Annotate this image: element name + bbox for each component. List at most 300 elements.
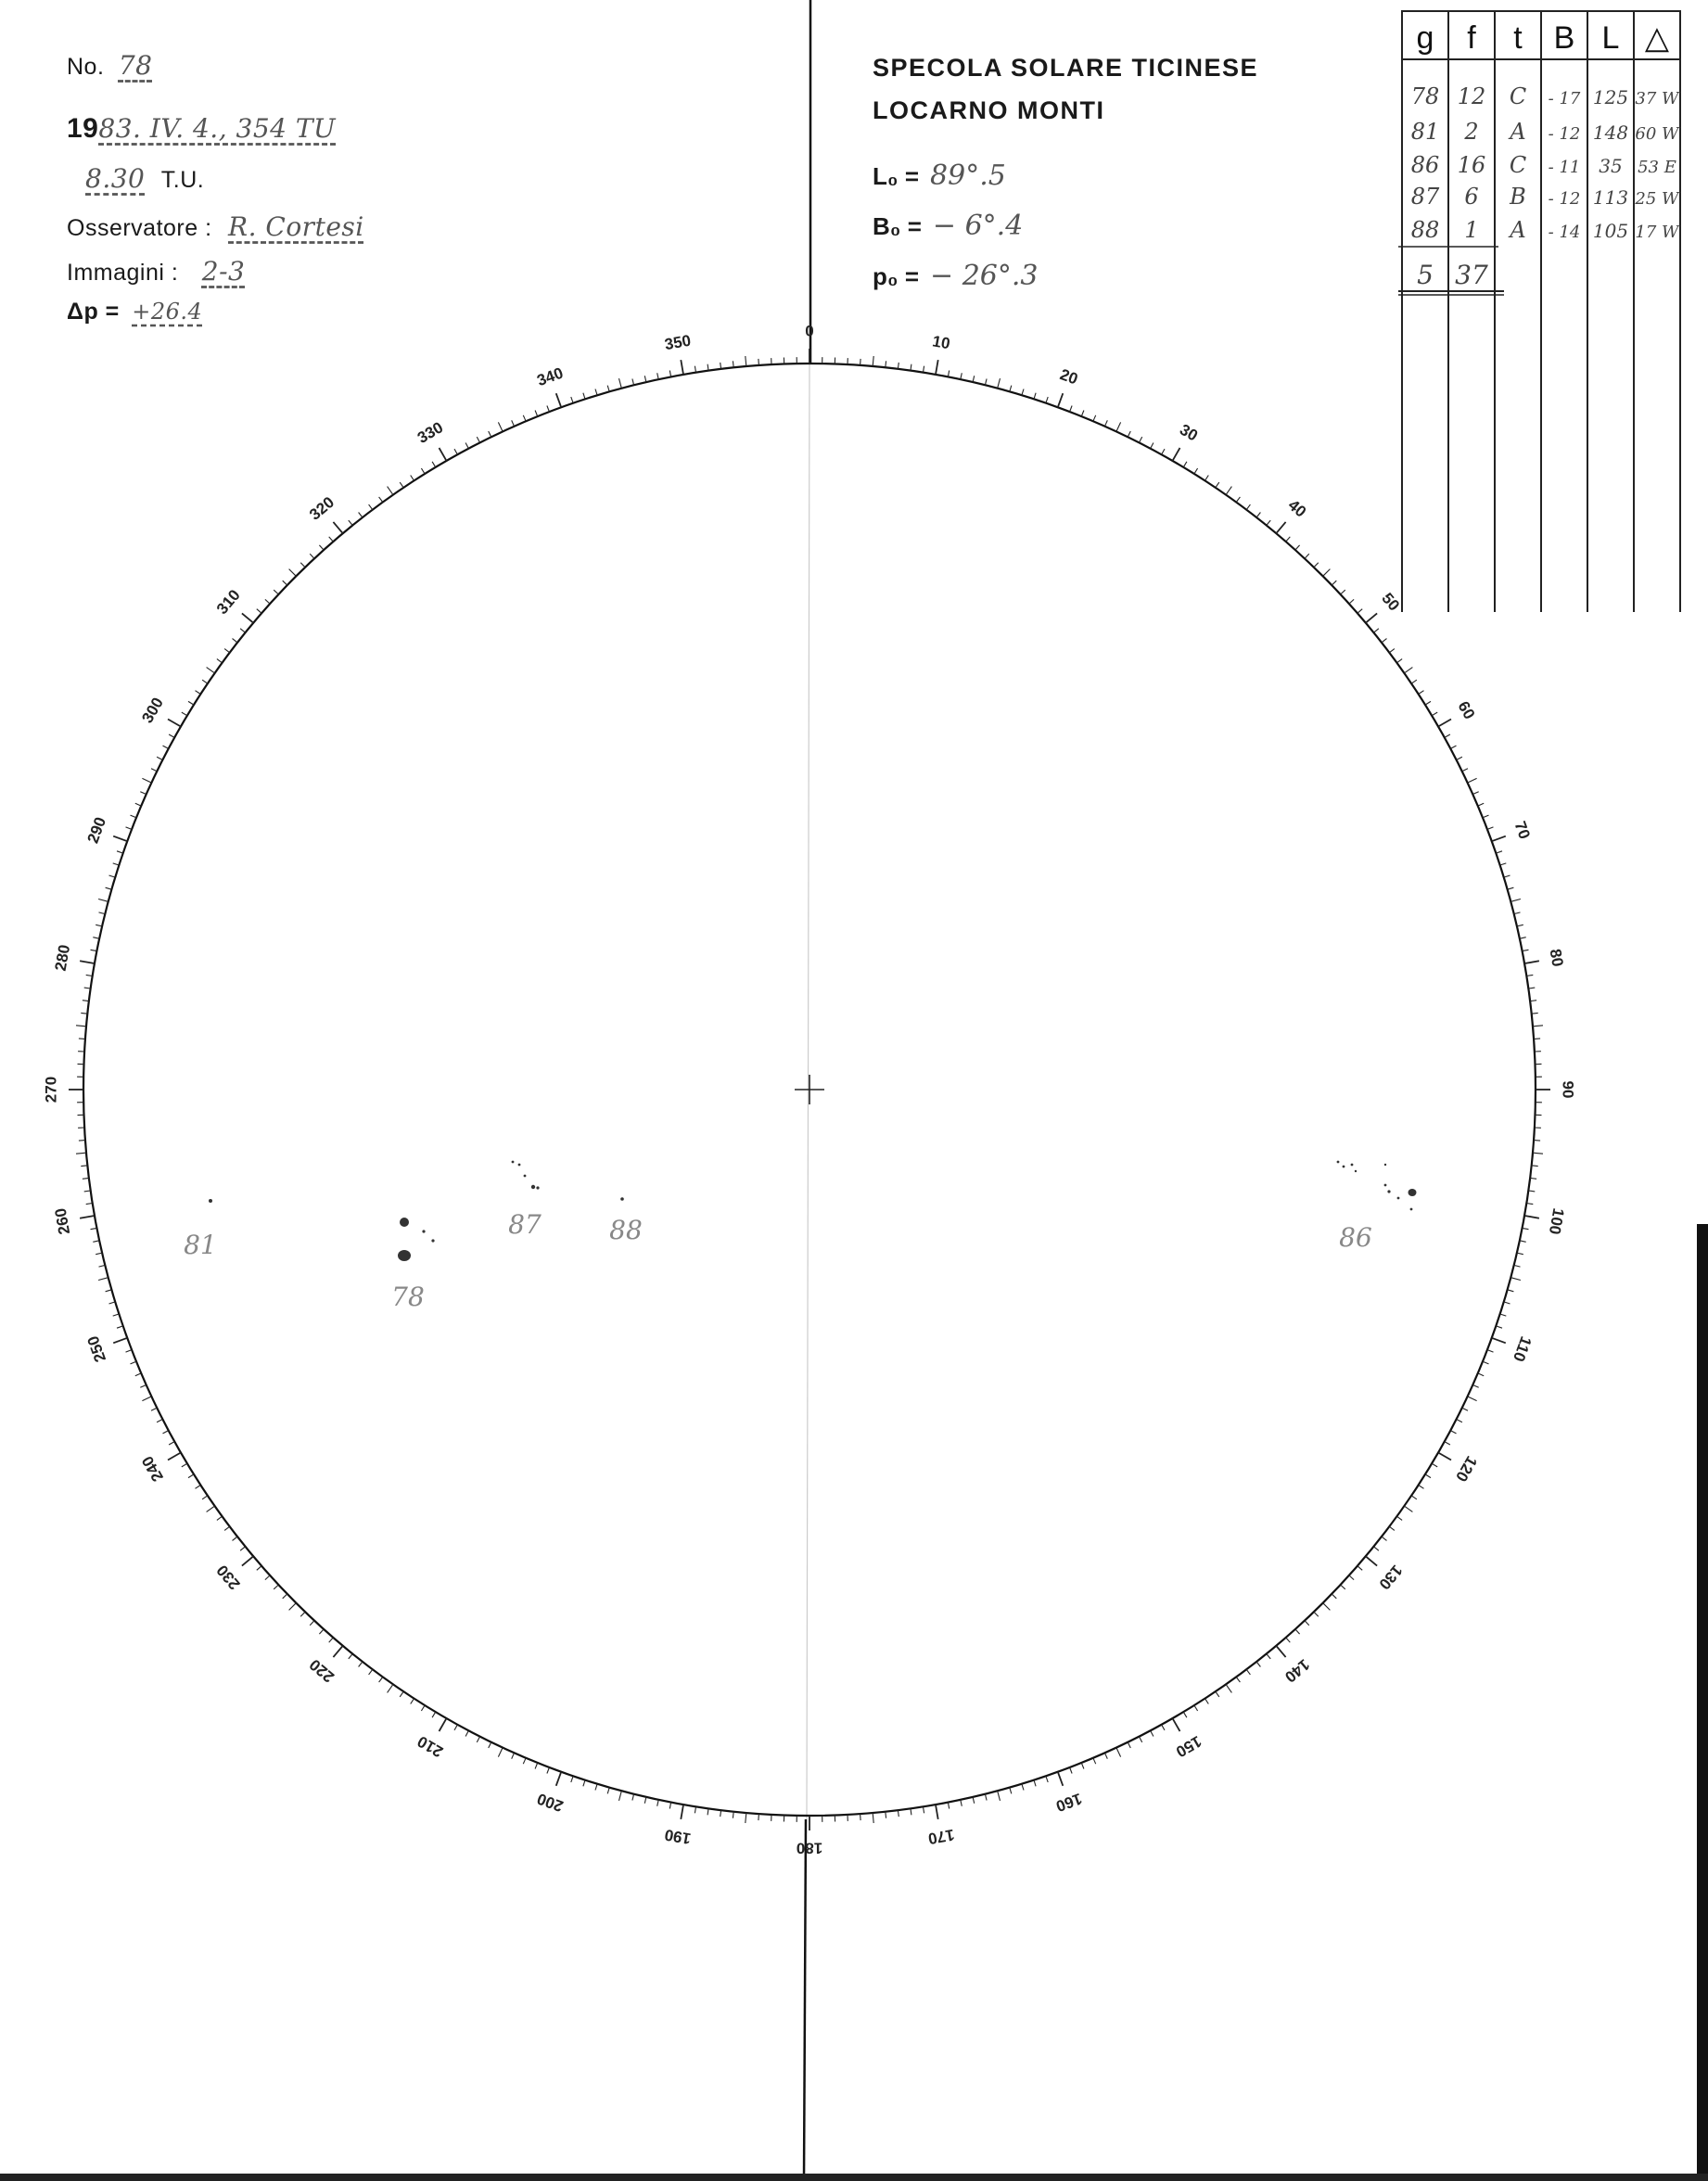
scale-tick bbox=[1357, 1566, 1362, 1571]
scale-tick bbox=[1022, 389, 1024, 396]
scale-tick bbox=[83, 1178, 89, 1179]
cell-delta: 53 E bbox=[1638, 158, 1676, 177]
scale-tick bbox=[109, 875, 116, 877]
scale-label-60: 60 bbox=[1454, 698, 1479, 722]
scale-tick bbox=[188, 1474, 194, 1478]
scale-tick bbox=[454, 449, 457, 454]
cell-b: - 14 bbox=[1548, 223, 1581, 242]
scale-tick bbox=[583, 1780, 585, 1787]
scale-tick bbox=[113, 1338, 127, 1344]
scale-tick bbox=[140, 792, 146, 795]
scale-tick bbox=[1425, 1474, 1431, 1478]
cell-b: - 17 bbox=[1548, 89, 1581, 108]
scale-tick bbox=[289, 1603, 297, 1611]
scale-tick bbox=[217, 659, 223, 663]
scale-tick bbox=[1128, 1742, 1130, 1748]
header-b: B bbox=[1553, 20, 1575, 56]
scale-tick bbox=[1508, 887, 1514, 889]
scale-tick bbox=[669, 1803, 670, 1809]
scale-tick bbox=[556, 1772, 562, 1786]
scale-tick bbox=[257, 1566, 261, 1571]
p0-label: p₀ = bbox=[873, 262, 920, 290]
total-spots: 37 bbox=[1455, 260, 1488, 290]
scale-tick bbox=[1295, 1629, 1300, 1634]
scale-tick bbox=[1314, 563, 1319, 568]
scale-tick bbox=[1404, 1506, 1412, 1511]
scale-label-140: 140 bbox=[1281, 1655, 1313, 1687]
scale-tick bbox=[359, 1662, 363, 1667]
cell-f: 6 bbox=[1464, 184, 1479, 210]
scale-tick bbox=[400, 482, 403, 488]
scale-tick bbox=[985, 1794, 987, 1801]
scale-tick bbox=[79, 1141, 85, 1142]
scale-tick bbox=[1478, 1373, 1484, 1376]
scale-tick bbox=[1397, 1516, 1403, 1520]
cell-delta: 25 W bbox=[1635, 189, 1679, 209]
scale-tick bbox=[163, 1431, 169, 1434]
scale-tick bbox=[1236, 1677, 1240, 1683]
scale-tick bbox=[310, 1621, 314, 1626]
scale-tick bbox=[1528, 1191, 1535, 1192]
scale-tick bbox=[224, 649, 230, 653]
scale-tick bbox=[274, 590, 278, 594]
scale-tick bbox=[1236, 497, 1240, 503]
scale-tick bbox=[182, 1463, 187, 1467]
scale-tick bbox=[99, 1265, 106, 1267]
scale-tick bbox=[113, 1314, 120, 1316]
scale-tick bbox=[1183, 1712, 1187, 1717]
scale-tick bbox=[1010, 386, 1012, 392]
scale-tick bbox=[1524, 961, 1539, 963]
scale-tick bbox=[440, 1718, 447, 1731]
scale-tick bbox=[489, 431, 491, 437]
cell-f: 12 bbox=[1457, 83, 1486, 109]
scale-tick bbox=[379, 1677, 383, 1683]
cell-l: 113 bbox=[1592, 186, 1629, 209]
scale-tick bbox=[379, 497, 383, 503]
table-body bbox=[1411, 83, 1680, 290]
scale-tick bbox=[265, 1575, 270, 1580]
scale-tick bbox=[1438, 720, 1451, 727]
scale-tick bbox=[681, 1805, 683, 1819]
scale-tick bbox=[1526, 975, 1533, 976]
scale-tick bbox=[1162, 449, 1165, 454]
scale-tick bbox=[1411, 680, 1417, 683]
cell-t: C bbox=[1509, 83, 1527, 109]
delta-p-label: Δp = bbox=[67, 299, 120, 325]
scale-tick bbox=[523, 415, 526, 421]
group-label-86: 86 bbox=[1339, 1222, 1372, 1253]
scale-tick bbox=[1366, 1556, 1377, 1565]
scale-label-0: 0 bbox=[805, 322, 814, 340]
group-label-88: 88 bbox=[609, 1215, 643, 1245]
cell-l: 125 bbox=[1592, 86, 1629, 108]
scale-tick bbox=[80, 1216, 95, 1218]
scale-tick bbox=[131, 815, 137, 818]
scale-tick bbox=[1514, 912, 1521, 914]
scale-tick bbox=[1093, 1758, 1096, 1764]
scale-tick bbox=[1517, 925, 1523, 926]
scale-tick bbox=[224, 1526, 230, 1530]
scale-tick bbox=[1058, 1772, 1064, 1786]
scale-tick bbox=[1194, 1705, 1198, 1711]
observatory-location: LOCARNO MONTI bbox=[873, 96, 1105, 124]
scale-label-100: 100 bbox=[1545, 1206, 1568, 1236]
scale-tick bbox=[1487, 1350, 1494, 1353]
scale-tick bbox=[477, 437, 479, 442]
scale-tick bbox=[319, 545, 324, 550]
scale-tick bbox=[411, 476, 414, 481]
scale-tick bbox=[1508, 1290, 1514, 1292]
scale-tick bbox=[1532, 1166, 1538, 1167]
scale-tick bbox=[369, 504, 373, 510]
group-label-87: 87 bbox=[508, 1209, 542, 1240]
scale-tick bbox=[985, 379, 987, 386]
scale-tick bbox=[1010, 1788, 1012, 1794]
scale-label-150: 150 bbox=[1172, 1732, 1205, 1761]
scale-tick bbox=[1081, 411, 1084, 417]
cell-g: 86 bbox=[1410, 152, 1440, 178]
scale-tick bbox=[523, 1758, 526, 1764]
scale-tick bbox=[1374, 1547, 1379, 1550]
scale-tick bbox=[421, 468, 425, 474]
scale-tick bbox=[1492, 836, 1506, 842]
scale-tick bbox=[1116, 1748, 1121, 1757]
scale-tick bbox=[1246, 504, 1250, 510]
table-totals-row bbox=[1417, 260, 1488, 290]
scale-tick bbox=[1450, 1431, 1456, 1434]
observer-label: Osservatore : bbox=[67, 215, 212, 241]
scale-label-240: 240 bbox=[138, 1452, 167, 1486]
scale-tick bbox=[1389, 1526, 1395, 1530]
scale-tick bbox=[454, 1725, 457, 1730]
scale-label-90: 90 bbox=[1559, 1080, 1577, 1099]
scale-tick bbox=[1286, 1638, 1291, 1642]
scale-label-280: 280 bbox=[51, 943, 74, 973]
scale-label-70: 70 bbox=[1510, 819, 1534, 842]
scale-tick bbox=[1425, 701, 1431, 705]
l0-label: L₀ = bbox=[873, 162, 920, 190]
cell-t: A bbox=[1510, 217, 1526, 243]
scale-tick bbox=[1510, 1278, 1521, 1281]
scale-tick bbox=[1183, 462, 1187, 467]
scale-tick bbox=[113, 863, 120, 865]
scale-label-80: 80 bbox=[1546, 947, 1567, 968]
scale-tick bbox=[465, 1730, 468, 1736]
scale-tick bbox=[669, 371, 670, 377]
scale-tick bbox=[1462, 1408, 1468, 1410]
scale-tick bbox=[126, 1350, 133, 1353]
scale-tick bbox=[758, 359, 759, 365]
number-label: No. bbox=[67, 54, 105, 80]
scale-label-20: 20 bbox=[1057, 365, 1080, 389]
scale-tick bbox=[283, 580, 287, 585]
scale-tick bbox=[860, 1814, 861, 1820]
scale-tick bbox=[106, 1290, 112, 1292]
scale-tick bbox=[98, 899, 108, 902]
scale-tick bbox=[113, 836, 127, 842]
scale-tick bbox=[411, 1699, 414, 1704]
scale-tick bbox=[329, 1638, 334, 1642]
scale-tick bbox=[169, 734, 174, 737]
scale-tick bbox=[1500, 1314, 1507, 1316]
scale-tick bbox=[489, 1742, 491, 1748]
scale-tick bbox=[1404, 668, 1412, 673]
scale-tick bbox=[860, 359, 861, 365]
scale-tick bbox=[151, 769, 157, 772]
scale-tick bbox=[1216, 1691, 1219, 1697]
scale-tick bbox=[1478, 803, 1484, 806]
scale-tick bbox=[169, 1442, 174, 1445]
scale-tick bbox=[182, 712, 187, 716]
scale-tick bbox=[240, 1547, 245, 1550]
scale-tick bbox=[961, 1800, 962, 1806]
scale-tick bbox=[898, 1810, 899, 1817]
scale-tick bbox=[465, 443, 468, 449]
cell-g: 87 bbox=[1410, 184, 1440, 210]
scale-tick bbox=[1504, 1302, 1510, 1304]
scale-tick bbox=[1419, 1486, 1424, 1489]
scale-tick bbox=[1524, 1216, 1539, 1218]
scale-label-190: 190 bbox=[663, 1825, 693, 1848]
scale-tick bbox=[99, 912, 106, 914]
scale-tick bbox=[1487, 827, 1494, 830]
scale-tick bbox=[1140, 1737, 1142, 1742]
scale-tick bbox=[998, 1791, 1001, 1801]
scale-tick bbox=[1411, 1496, 1417, 1499]
scale-tick bbox=[106, 887, 112, 889]
scale-label-350: 350 bbox=[663, 331, 693, 354]
scale-tick bbox=[571, 1776, 573, 1782]
scale-label-270: 270 bbox=[42, 1076, 60, 1103]
scale-tick bbox=[1323, 1603, 1331, 1611]
scale-tick bbox=[535, 1763, 538, 1769]
scale-tick bbox=[329, 537, 334, 542]
scan-edge-right bbox=[1697, 1224, 1708, 2181]
scale-tick bbox=[681, 360, 683, 375]
scale-tick bbox=[1496, 1326, 1502, 1328]
scale-tick bbox=[1173, 1718, 1180, 1731]
scale-tick bbox=[300, 1612, 305, 1616]
scale-tick bbox=[1226, 487, 1231, 495]
scale-label-200: 200 bbox=[534, 1789, 566, 1816]
scale-tick bbox=[1140, 437, 1142, 442]
cell-l: 148 bbox=[1592, 121, 1629, 144]
scale-tick bbox=[242, 613, 253, 622]
cell-t: B bbox=[1510, 184, 1526, 210]
sunspot-group-78 bbox=[398, 1218, 435, 1261]
scale-tick bbox=[1457, 1420, 1462, 1422]
scale-tick bbox=[1341, 590, 1345, 594]
scale-label-210: 210 bbox=[414, 1732, 447, 1761]
scale-tick bbox=[257, 609, 261, 614]
scale-tick bbox=[1496, 851, 1502, 853]
scale-tick bbox=[1468, 778, 1477, 783]
scale-tick bbox=[1070, 406, 1073, 413]
scale-tick bbox=[498, 422, 503, 431]
scale-tick bbox=[1205, 1699, 1209, 1704]
scale-label-310: 310 bbox=[212, 586, 244, 619]
year-prefix: 19 bbox=[67, 113, 99, 144]
scale-tick bbox=[207, 668, 215, 673]
scale-tick bbox=[289, 569, 297, 577]
scale-tick bbox=[1397, 659, 1403, 663]
scale-tick bbox=[81, 1166, 87, 1167]
scan-edge-bottom bbox=[0, 2174, 1708, 2181]
scale-tick bbox=[1323, 569, 1331, 577]
scale-tick bbox=[1267, 520, 1270, 525]
scale-tick bbox=[1046, 397, 1048, 403]
scale-tick bbox=[168, 1453, 181, 1460]
scale-tick bbox=[498, 1748, 503, 1757]
scale-tick bbox=[96, 1253, 102, 1255]
scale-tick bbox=[619, 1791, 622, 1801]
scale-label-30: 30 bbox=[1177, 420, 1201, 445]
scale-tick bbox=[310, 554, 314, 558]
scale-tick bbox=[369, 1669, 373, 1675]
scale-tick bbox=[1226, 1684, 1231, 1692]
scale-tick bbox=[948, 1803, 949, 1809]
cell-f: 1 bbox=[1464, 217, 1479, 243]
scale-tick bbox=[1357, 609, 1362, 614]
scale-tick bbox=[1483, 1361, 1489, 1364]
scale-tick bbox=[80, 961, 95, 963]
scale-tick bbox=[1256, 513, 1260, 518]
scale-tick bbox=[1081, 1763, 1084, 1769]
scale-tick bbox=[151, 1408, 157, 1410]
scale-tick bbox=[1105, 420, 1108, 426]
scale-tick bbox=[1533, 1153, 1543, 1154]
scale-tick bbox=[432, 1712, 436, 1717]
scale-tick bbox=[96, 925, 102, 926]
scale-tick bbox=[1305, 1621, 1309, 1626]
scale-tick bbox=[1276, 522, 1285, 533]
group-labels bbox=[184, 1209, 1372, 1312]
images-value: 2-3 bbox=[201, 256, 246, 287]
scale-tick bbox=[1332, 580, 1336, 585]
scale-tick bbox=[1530, 1178, 1536, 1179]
scale-tick bbox=[283, 1594, 287, 1599]
scale-tick bbox=[1523, 1228, 1529, 1229]
scale-tick bbox=[973, 1797, 975, 1804]
scale-tick bbox=[202, 680, 208, 683]
scale-tick bbox=[1520, 937, 1526, 939]
header-delta: △ bbox=[1644, 20, 1670, 56]
scale-tick bbox=[1341, 1585, 1345, 1589]
scale-tick bbox=[1349, 1575, 1354, 1580]
cell-g: 81 bbox=[1410, 119, 1440, 145]
scale-tick bbox=[720, 1810, 721, 1817]
scale-label-130: 130 bbox=[1375, 1561, 1407, 1593]
scale-tick bbox=[300, 563, 305, 568]
scale-tick bbox=[359, 513, 363, 518]
scale-tick bbox=[1205, 476, 1209, 481]
scale-tick bbox=[91, 1228, 97, 1229]
scale-tick bbox=[142, 1397, 151, 1401]
table-row bbox=[1411, 152, 1676, 178]
scale-tick bbox=[512, 1753, 515, 1758]
scale-tick bbox=[1267, 1654, 1270, 1659]
scale-tick bbox=[595, 389, 597, 396]
scale-tick bbox=[168, 720, 181, 727]
cell-g: 88 bbox=[1410, 217, 1440, 243]
disk-center-cross bbox=[795, 1075, 824, 1104]
table-row bbox=[1411, 184, 1680, 210]
scale-tick bbox=[1151, 1730, 1154, 1736]
scale-tick bbox=[163, 746, 169, 748]
l0-value: 89°.5 bbox=[930, 159, 1006, 192]
scale-tick bbox=[207, 1506, 215, 1511]
scale-tick bbox=[1445, 1442, 1450, 1445]
scale-tick bbox=[76, 1026, 86, 1027]
sunspot-group-88 bbox=[620, 1197, 624, 1201]
scale-tick bbox=[1246, 1669, 1250, 1675]
scale-tick bbox=[936, 1805, 938, 1819]
scale-tick bbox=[547, 1767, 550, 1774]
scale-tick bbox=[1128, 431, 1130, 437]
scale-tick bbox=[1295, 545, 1300, 550]
scale-tick bbox=[657, 373, 659, 379]
scale-tick bbox=[619, 378, 622, 389]
scale-tick bbox=[1314, 1612, 1319, 1616]
scale-tick bbox=[657, 1800, 659, 1806]
scale-tick bbox=[76, 1153, 86, 1154]
scale-tick bbox=[1022, 1784, 1024, 1791]
scale-tick bbox=[644, 1797, 646, 1804]
scale-tick bbox=[1517, 1253, 1523, 1255]
scale-tick bbox=[126, 827, 133, 830]
observatory-name: SPECOLA SOLARE TICINESE bbox=[873, 54, 1259, 82]
scale-tick bbox=[93, 1241, 99, 1243]
scale-tick bbox=[157, 757, 162, 759]
scale-tick bbox=[936, 360, 938, 375]
table-headers bbox=[1417, 20, 1670, 56]
scale-label-180: 180 bbox=[796, 1839, 823, 1857]
scale-tick bbox=[1438, 1453, 1451, 1460]
table-row bbox=[1411, 119, 1680, 145]
scale-tick bbox=[512, 420, 515, 426]
group-label-78: 78 bbox=[391, 1282, 425, 1312]
scale-tick bbox=[142, 778, 151, 783]
scale-tick bbox=[583, 393, 585, 400]
scale-tick bbox=[1432, 1463, 1437, 1467]
scale-tick bbox=[1532, 1013, 1538, 1014]
scale-tick bbox=[1472, 792, 1478, 795]
scale-tick bbox=[477, 1737, 479, 1742]
scale-tick bbox=[1472, 1385, 1478, 1388]
scale-tick bbox=[1504, 875, 1510, 877]
cell-delta: 17 W bbox=[1635, 223, 1679, 242]
scale-tick bbox=[1332, 1594, 1336, 1599]
scale-label-320: 320 bbox=[306, 492, 338, 524]
scale-label-340: 340 bbox=[534, 364, 566, 390]
scale-tick bbox=[1419, 691, 1424, 695]
scale-label-330: 330 bbox=[414, 418, 447, 447]
b0-label: B₀ = bbox=[873, 212, 922, 240]
scale-tick bbox=[1445, 734, 1450, 737]
scale-tick bbox=[131, 1361, 137, 1364]
scale-tick bbox=[998, 378, 1001, 389]
scale-tick bbox=[1514, 1265, 1521, 1267]
scale-tick bbox=[1305, 554, 1309, 558]
cell-t: A bbox=[1510, 119, 1526, 145]
scale-label-160: 160 bbox=[1053, 1789, 1085, 1816]
scale-tick bbox=[1450, 746, 1456, 748]
scale-tick bbox=[265, 599, 270, 604]
scale-tick bbox=[1070, 1767, 1073, 1774]
scale-tick bbox=[632, 379, 634, 386]
scale-tick bbox=[217, 1516, 223, 1520]
